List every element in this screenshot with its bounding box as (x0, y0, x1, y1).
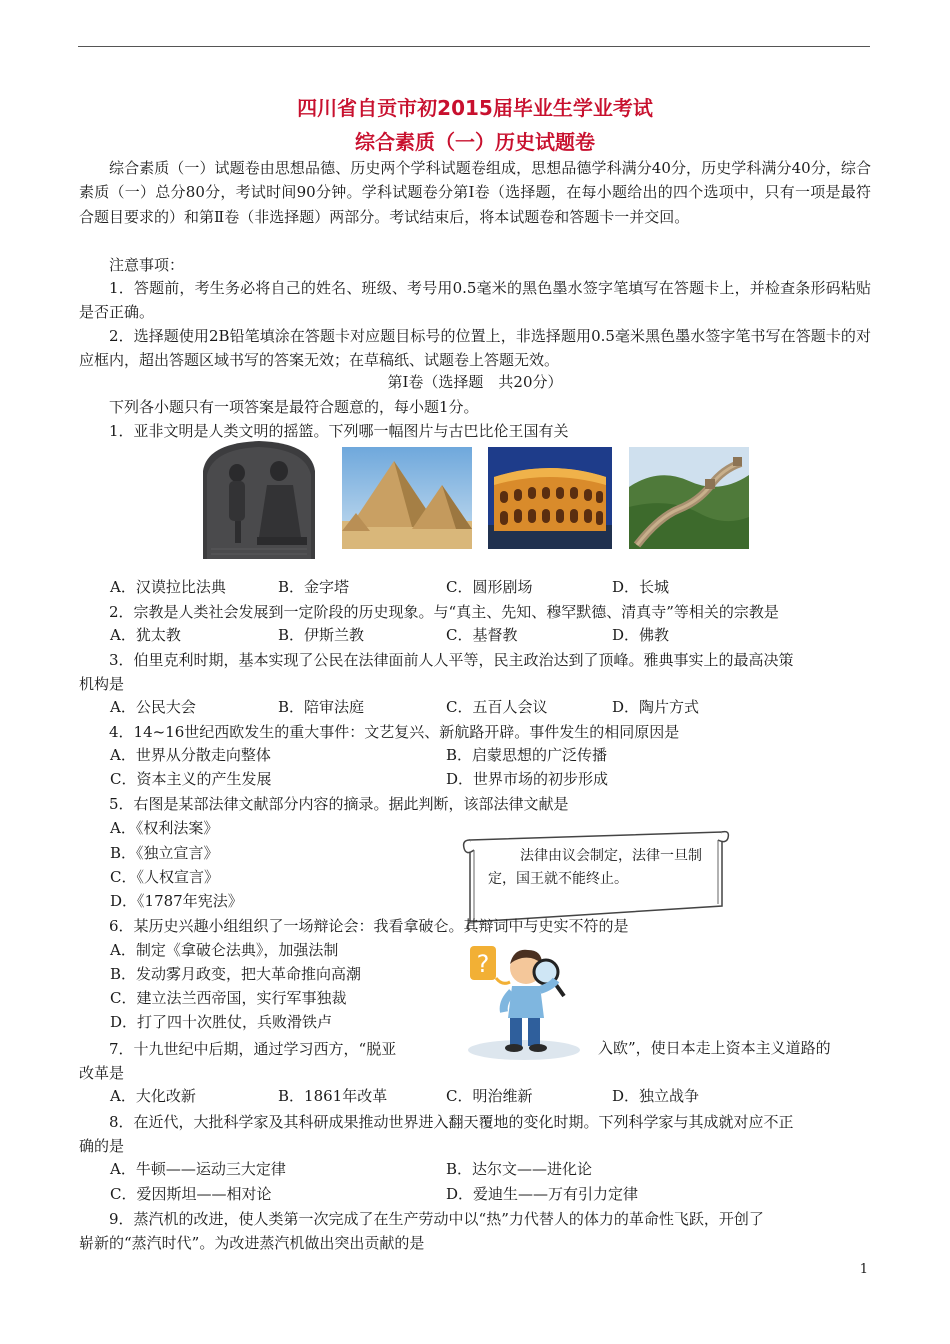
q4-option-b: B．启蒙思想的广泛传播 (446, 746, 608, 764)
detective-cartoon-image (460, 938, 590, 1062)
pyramids-image (342, 447, 472, 549)
q4-option-d: D．世界市场的初步形成 (446, 770, 609, 788)
q6-stem: 6．某历史兴趣小组组织了一场辩论会：我看拿破仑。其辩词中与史实不符的是 (109, 917, 629, 935)
q7-stem-part2: 入欧”，使日本走上资本主义道路的 (598, 1039, 831, 1057)
q4-option-c: C．资本主义的产生发展 (110, 770, 272, 788)
section-title: 第Ⅰ卷（选择题 共20分） (387, 373, 563, 391)
great-wall-image (629, 447, 749, 549)
q1-option-c: C．圆形剧场 (446, 578, 533, 596)
exam-subtitle: 综合素质（一）历史试题卷 (355, 130, 595, 154)
q8-option-d: D．爱迪生——万有引力定律 (446, 1185, 639, 1203)
q7-option-c: C．明治维新 (446, 1087, 533, 1105)
q1-option-d: D．长城 (612, 578, 670, 596)
q3-option-c: C．五百人会议 (446, 698, 548, 716)
svg-text:?: ? (476, 950, 490, 978)
q7-option-d: D．独立战争 (612, 1087, 700, 1105)
q2-option-a: A．犹太教 (110, 626, 181, 644)
q3-option-a: A．公民大会 (110, 698, 196, 716)
header-rule (78, 46, 870, 47)
q3-stem-line1: 3．伯里克利时期，基本实现了公民在法律面前人人平等，民主政治达到了顶峰。雅典事实上的最高决策 (109, 651, 794, 669)
q6-option-b: B．发动雾月政变，把大革命推向高潮 (110, 965, 362, 983)
notice-heading: 注意事项： (109, 256, 185, 274)
q7-stem-line2: 改革是 (79, 1064, 125, 1082)
q9-stem-line2: 崭新的“蒸汽时代”。为改进蒸汽机做出突出贡献的是 (79, 1234, 425, 1252)
q7-option-b: B．1861年改革 (278, 1087, 388, 1105)
q2-stem: 2．宗教是人类社会发展到一定阶段的历史现象。与“真主、先知、穆罕默德、清真寺”等相关的宗教是 (109, 603, 779, 621)
q6-option-a: A．制定《拿破仑法典》，加强法制 (110, 941, 339, 959)
q3-option-d: D．陶片方式 (612, 698, 700, 716)
hammurabi-stele-image (197, 441, 321, 559)
q8-option-b: B．达尔文——进化论 (446, 1160, 593, 1178)
q9-stem-line1: 9．蒸汽机的改进，使人类第一次完成了在生产劳动中以“热”力代替人的体力的革命性飞跃，开创了 (109, 1210, 764, 1228)
q3-stem-line2: 机构是 (79, 675, 125, 693)
q7-option-a: A．大化改新 (110, 1087, 196, 1105)
q6-option-c: C．建立法兰西帝国，实行军事独裁 (110, 989, 347, 1007)
q3-option-b: B．陪审法庭 (278, 698, 365, 716)
q8-stem-line2: 确的是 (79, 1137, 125, 1155)
law-scroll-text: 法律由议会制定，法律一旦制定，国王就不能终止。 (488, 848, 702, 887)
q2-option-d: D．佛教 (612, 626, 670, 644)
q6-option-d: D．打了四十次胜仗，兵败滑铁卢 (110, 1013, 333, 1031)
q1-option-b: B．金字塔 (278, 578, 350, 596)
q5-option-b: B．《独立宣言》 (110, 844, 219, 862)
q5-option-c: C．《人权宣言》 (110, 868, 219, 886)
notice-1: 1．答题前，考生务必将自己的姓名、班级、考号用0.5毫米的黑色墨水签字笔填写在答题卡上，并检查条形码粘贴是否正确。 (79, 279, 871, 322)
q8-option-c: C．爱因斯坦——相对论 (110, 1185, 272, 1203)
colosseum-image (488, 447, 612, 549)
q7-stem-part1: 7．十九世纪中后期，通过学习西方，“脱亚 (109, 1040, 397, 1058)
q5-stem: 5．右图是某部法律文献部分内容的摘录。据此判断，该部法律文献是 (109, 795, 569, 813)
q4-option-a: A．世界从分散走向整体 (110, 746, 271, 764)
q8-stem-line1: 8．在近代，大批科学家及其科研成果推动世界进入翻天覆地的变化时期。下列科学家与其成就对应不正 (109, 1113, 794, 1131)
q2-option-b: B．伊斯兰教 (278, 626, 365, 644)
page-number: 1 (859, 1262, 868, 1277)
q1-option-a: A．汉谟拉比法典 (110, 578, 226, 596)
q4-stem: 4．14~16世纪西欧发生的重大事件：文艺复兴、新航路开辟。事件发生的相同原因是 (109, 723, 680, 741)
q5-option-d: D．《1787年宪法》 (110, 892, 243, 910)
notice-2: 2．选择题使用2B铅笔填涂在答题卡对应题目标号的位置上，非选择题用0.5毫米黑色墨水签字笔书写在答题卡的对应框内，超出答题区域书写的答案无效；在草稿纸、试题卷上答题无效。 (79, 327, 871, 370)
q8-option-a: A．牛顿——运动三大定律 (110, 1160, 286, 1178)
intro-paragraph: 综合素质（一）试题卷由思想品德、历史两个学科试题卷组成，思想品德学科满分40分，历史学科满分40分，综合素质（一）总分80分，考试时间90分钟。学科试题卷分第Ⅰ卷（选择题，在每小题给出的四个选项中，只有一项是最符合题目要求的）和第Ⅱ卷（非选择题）两部分。考试结束后，将本试题卷和答题卡一并交回。 (79, 159, 871, 226)
q2-option-c: C．基督教 (446, 626, 518, 644)
q5-option-a: A．《权利法案》 (110, 819, 219, 837)
section-instruction: 下列各小题只有一项答案是最符合题意的，每小题1分。 (109, 398, 479, 416)
q1-stem: 1．亚非文明是人类文明的摇篮。下列哪一幅图片与古巴比伦王国有关 (109, 422, 569, 440)
exam-title: 四川省自贡市初2015届毕业生学业考试 (297, 96, 653, 120)
